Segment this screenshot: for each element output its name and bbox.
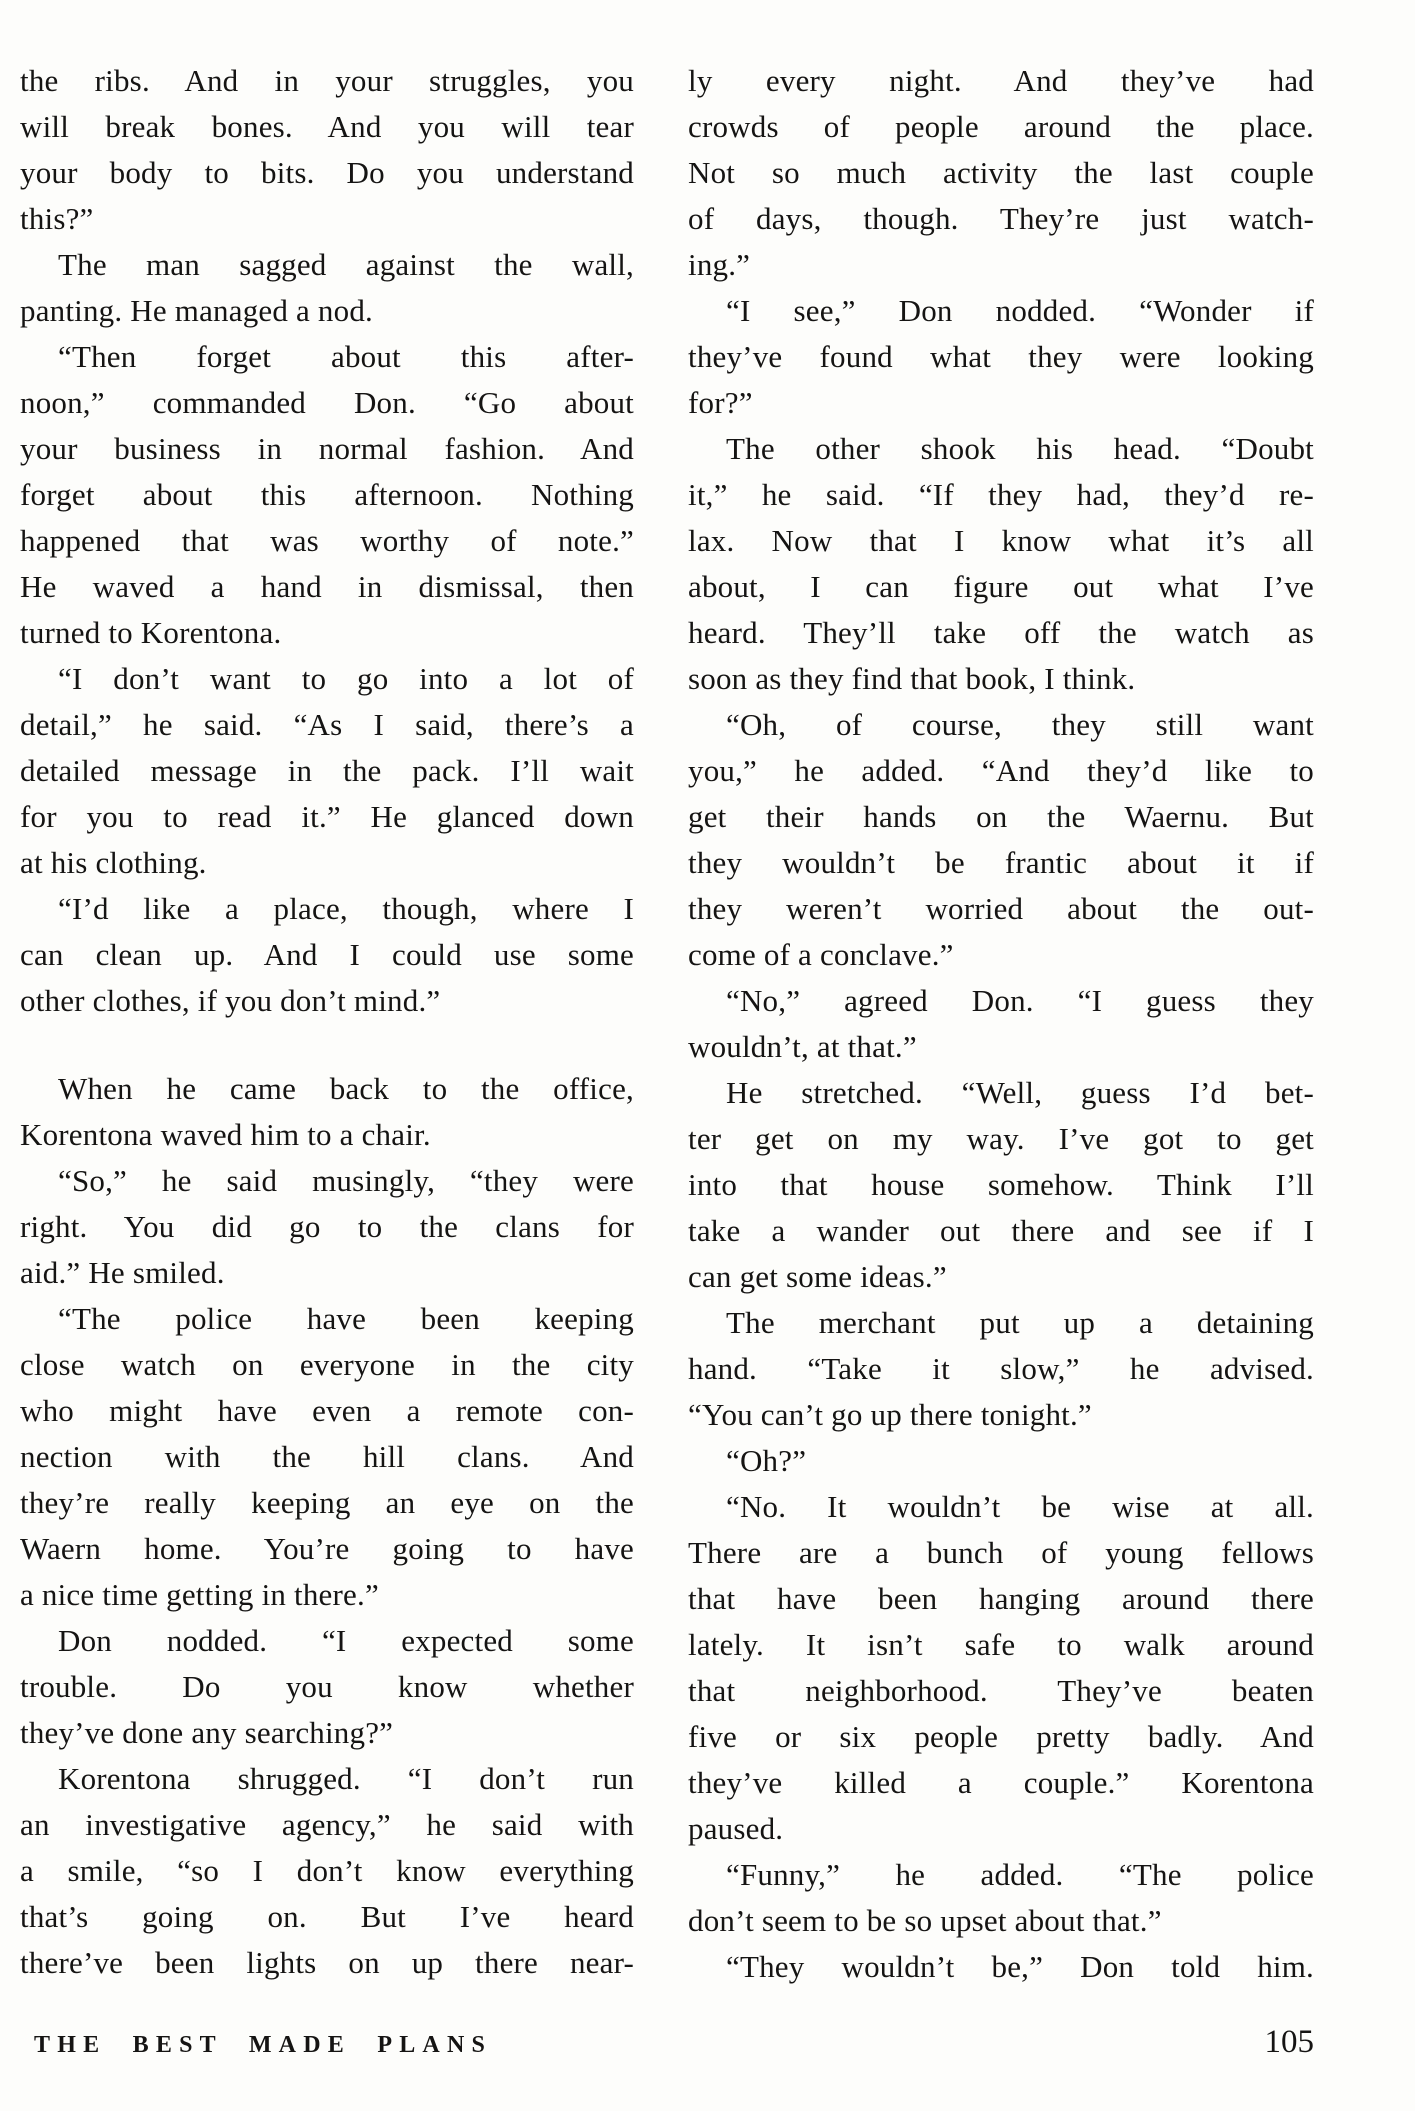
text-line: detail,” he said. “As I said, there’s a (20, 707, 634, 742)
page-number: 105 (1264, 2024, 1314, 2060)
text-line: Korentona waved him to a chair. (20, 1117, 431, 1152)
text-line: you,” he added. “And they’d like to (688, 753, 1314, 788)
text-line: a nice time getting in there.” (20, 1577, 379, 1612)
paragraph (20, 1158, 634, 1296)
text-line: they weren’t worried about the out- (688, 891, 1314, 926)
text-line: “So,” he said musingly, “they were (58, 1163, 634, 1198)
paragraph (20, 1618, 634, 1756)
paragraph (688, 426, 1314, 702)
text-line: lately. It isn’t safe to walk around (688, 1627, 1314, 1662)
page-footer (20, 2024, 1314, 2061)
text-line: crowds of people around the place. (688, 109, 1314, 144)
text-column-left (20, 58, 634, 1986)
paragraph (20, 1066, 634, 1158)
text-line: The merchant put up a detaining (726, 1305, 1314, 1340)
text-line: into that house somehow. Think I’ll (688, 1167, 1314, 1202)
text-line: can get some ideas.” (688, 1259, 947, 1294)
text-line: it,” he said. “If they had, they’d re- (688, 477, 1314, 512)
text-line: for you to read it.” He glanced down (20, 799, 634, 834)
text-line: for?” (688, 385, 753, 420)
paragraph (20, 242, 634, 334)
paragraph (20, 58, 634, 242)
text-line: they’ve done any searching?” (20, 1715, 394, 1750)
text-line: panting. He managed a nod. (20, 293, 373, 328)
text-line: can clean up. And I could use some (20, 937, 634, 972)
text-line: they’re really keeping an eye on the (20, 1485, 634, 1520)
text-line: that have been hanging around there (688, 1581, 1314, 1616)
text-line: that’s going on. But I’ve heard (20, 1899, 634, 1934)
text-column-right (688, 58, 1314, 1990)
paragraph (688, 1484, 1314, 1852)
text-line: The other shook his head. “Doubt (726, 431, 1314, 466)
text-line: “The police have been keeping (58, 1301, 634, 1336)
text-line: of days, though. They’re just watch- (688, 201, 1314, 236)
text-line: Not so much activity the last couple (688, 155, 1314, 190)
text-line: an investigative agency,” he said with (20, 1807, 634, 1842)
running-title: THE BEST MADE PLANS (34, 2032, 493, 2058)
paragraph (688, 1944, 1314, 1990)
text-line: other clothes, if you don’t mind.” (20, 983, 441, 1018)
paragraph (20, 1756, 634, 1986)
text-line: Don nodded. “I expected some (58, 1623, 634, 1658)
text-line: Korentona shrugged. “I don’t run (58, 1761, 634, 1796)
text-line: nection with the hill clans. And (20, 1439, 634, 1474)
text-line: don’t seem to be so upset about that.” (688, 1903, 1162, 1938)
text-line: who might have even a remote con- (20, 1393, 634, 1428)
text-line: trouble. Do you know whether (20, 1669, 634, 1704)
text-line: Waern home. You’re going to have (20, 1531, 634, 1566)
text-line: hand. “Take it slow,” he advised. (688, 1351, 1314, 1386)
text-line: The man sagged against the wall, (58, 247, 634, 282)
text-line: ing.” (688, 247, 751, 282)
paragraph (688, 702, 1314, 978)
text-line: forget about this afternoon. Nothing (20, 477, 634, 512)
text-line: ly every night. And they’ve had (688, 63, 1314, 98)
text-line: five or six people pretty badly. And (688, 1719, 1314, 1754)
text-line: “No,” agreed Don. “I guess they (726, 983, 1314, 1018)
paragraph (20, 1296, 634, 1618)
text-line: noon,” commanded Don. “Go about (20, 385, 634, 420)
text-line: take a wander out there and see if I (688, 1213, 1314, 1248)
text-line: He stretched. “Well, guess I’d bet- (726, 1075, 1314, 1110)
text-line: “Oh?” (726, 1443, 807, 1478)
text-line: “Funny,” he added. “The police (726, 1857, 1314, 1892)
text-line: they’ve killed a couple.” Korentona (688, 1765, 1314, 1800)
paragraph (688, 1852, 1314, 1944)
text-line: come of a conclave.” (688, 937, 954, 972)
paragraph (20, 886, 634, 1024)
text-line: “I don’t want to go into a lot of (58, 661, 634, 696)
text-line: “They wouldn’t be,” Don told him. (726, 1949, 1314, 1984)
text-line: there’ve been lights on up there near- (20, 1945, 634, 1980)
text-line: they wouldn’t be frantic about it if (688, 845, 1314, 880)
text-line: this?” (20, 201, 94, 236)
text-line: happened that was worthy of note.” (20, 523, 634, 558)
text-line: aid.” He smiled. (20, 1255, 225, 1290)
text-line: that neighborhood. They’ve beaten (688, 1673, 1314, 1708)
paragraph (20, 334, 634, 656)
text-line: “I see,” Don nodded. “Wonder if (726, 293, 1314, 328)
paragraph (688, 58, 1314, 288)
text-line: “No. It wouldn’t be wise at all. (726, 1489, 1314, 1524)
text-line: your body to bits. Do you understand (20, 155, 634, 190)
text-line: “You can’t go up there tonight.” (688, 1397, 1092, 1432)
text-line: the ribs. And in your struggles, you (20, 63, 634, 98)
paragraph (688, 978, 1314, 1070)
text-line: paused. (688, 1811, 784, 1846)
text-line: a smile, “so I don’t know everything (20, 1853, 634, 1888)
text-line: lax. Now that I know what it’s all (688, 523, 1314, 558)
text-line: “Oh, of course, they still want (726, 707, 1314, 742)
text-line: When he came back to the office, (58, 1071, 634, 1106)
paragraph (688, 1070, 1314, 1300)
text-line: “Then forget about this after- (58, 339, 634, 374)
text-line: turned to Korentona. (20, 615, 282, 650)
text-line: will break bones. And you will tear (20, 109, 634, 144)
text-line: get their hands on the Waernu. But (688, 799, 1314, 834)
text-line: they’ve found what they were looking (688, 339, 1314, 374)
text-line: “I’d like a place, though, where I (58, 891, 634, 926)
paragraph (688, 1300, 1314, 1438)
text-line: There are a bunch of young fellows (688, 1535, 1314, 1570)
text-line: He waved a hand in dismissal, then (20, 569, 634, 604)
text-line: at his clothing. (20, 845, 207, 880)
text-line: wouldn’t, at that.” (688, 1029, 917, 1064)
text-line: about, I can figure out what I’ve (688, 569, 1314, 604)
text-line: your business in normal fashion. And (20, 431, 634, 466)
text-line: detailed message in the pack. I’ll wait (20, 753, 634, 788)
paragraph (688, 1438, 1314, 1484)
paragraph (688, 288, 1314, 426)
text-line: soon as they find that book, I think. (688, 661, 1136, 696)
text-line: right. You did go to the clans for (20, 1209, 634, 1244)
text-line: close watch on everyone in the city (20, 1347, 634, 1382)
text-line: heard. They’ll take off the watch as (688, 615, 1314, 650)
paragraph (20, 656, 634, 886)
text-line: ter get on my way. I’ve got to get (688, 1121, 1314, 1156)
